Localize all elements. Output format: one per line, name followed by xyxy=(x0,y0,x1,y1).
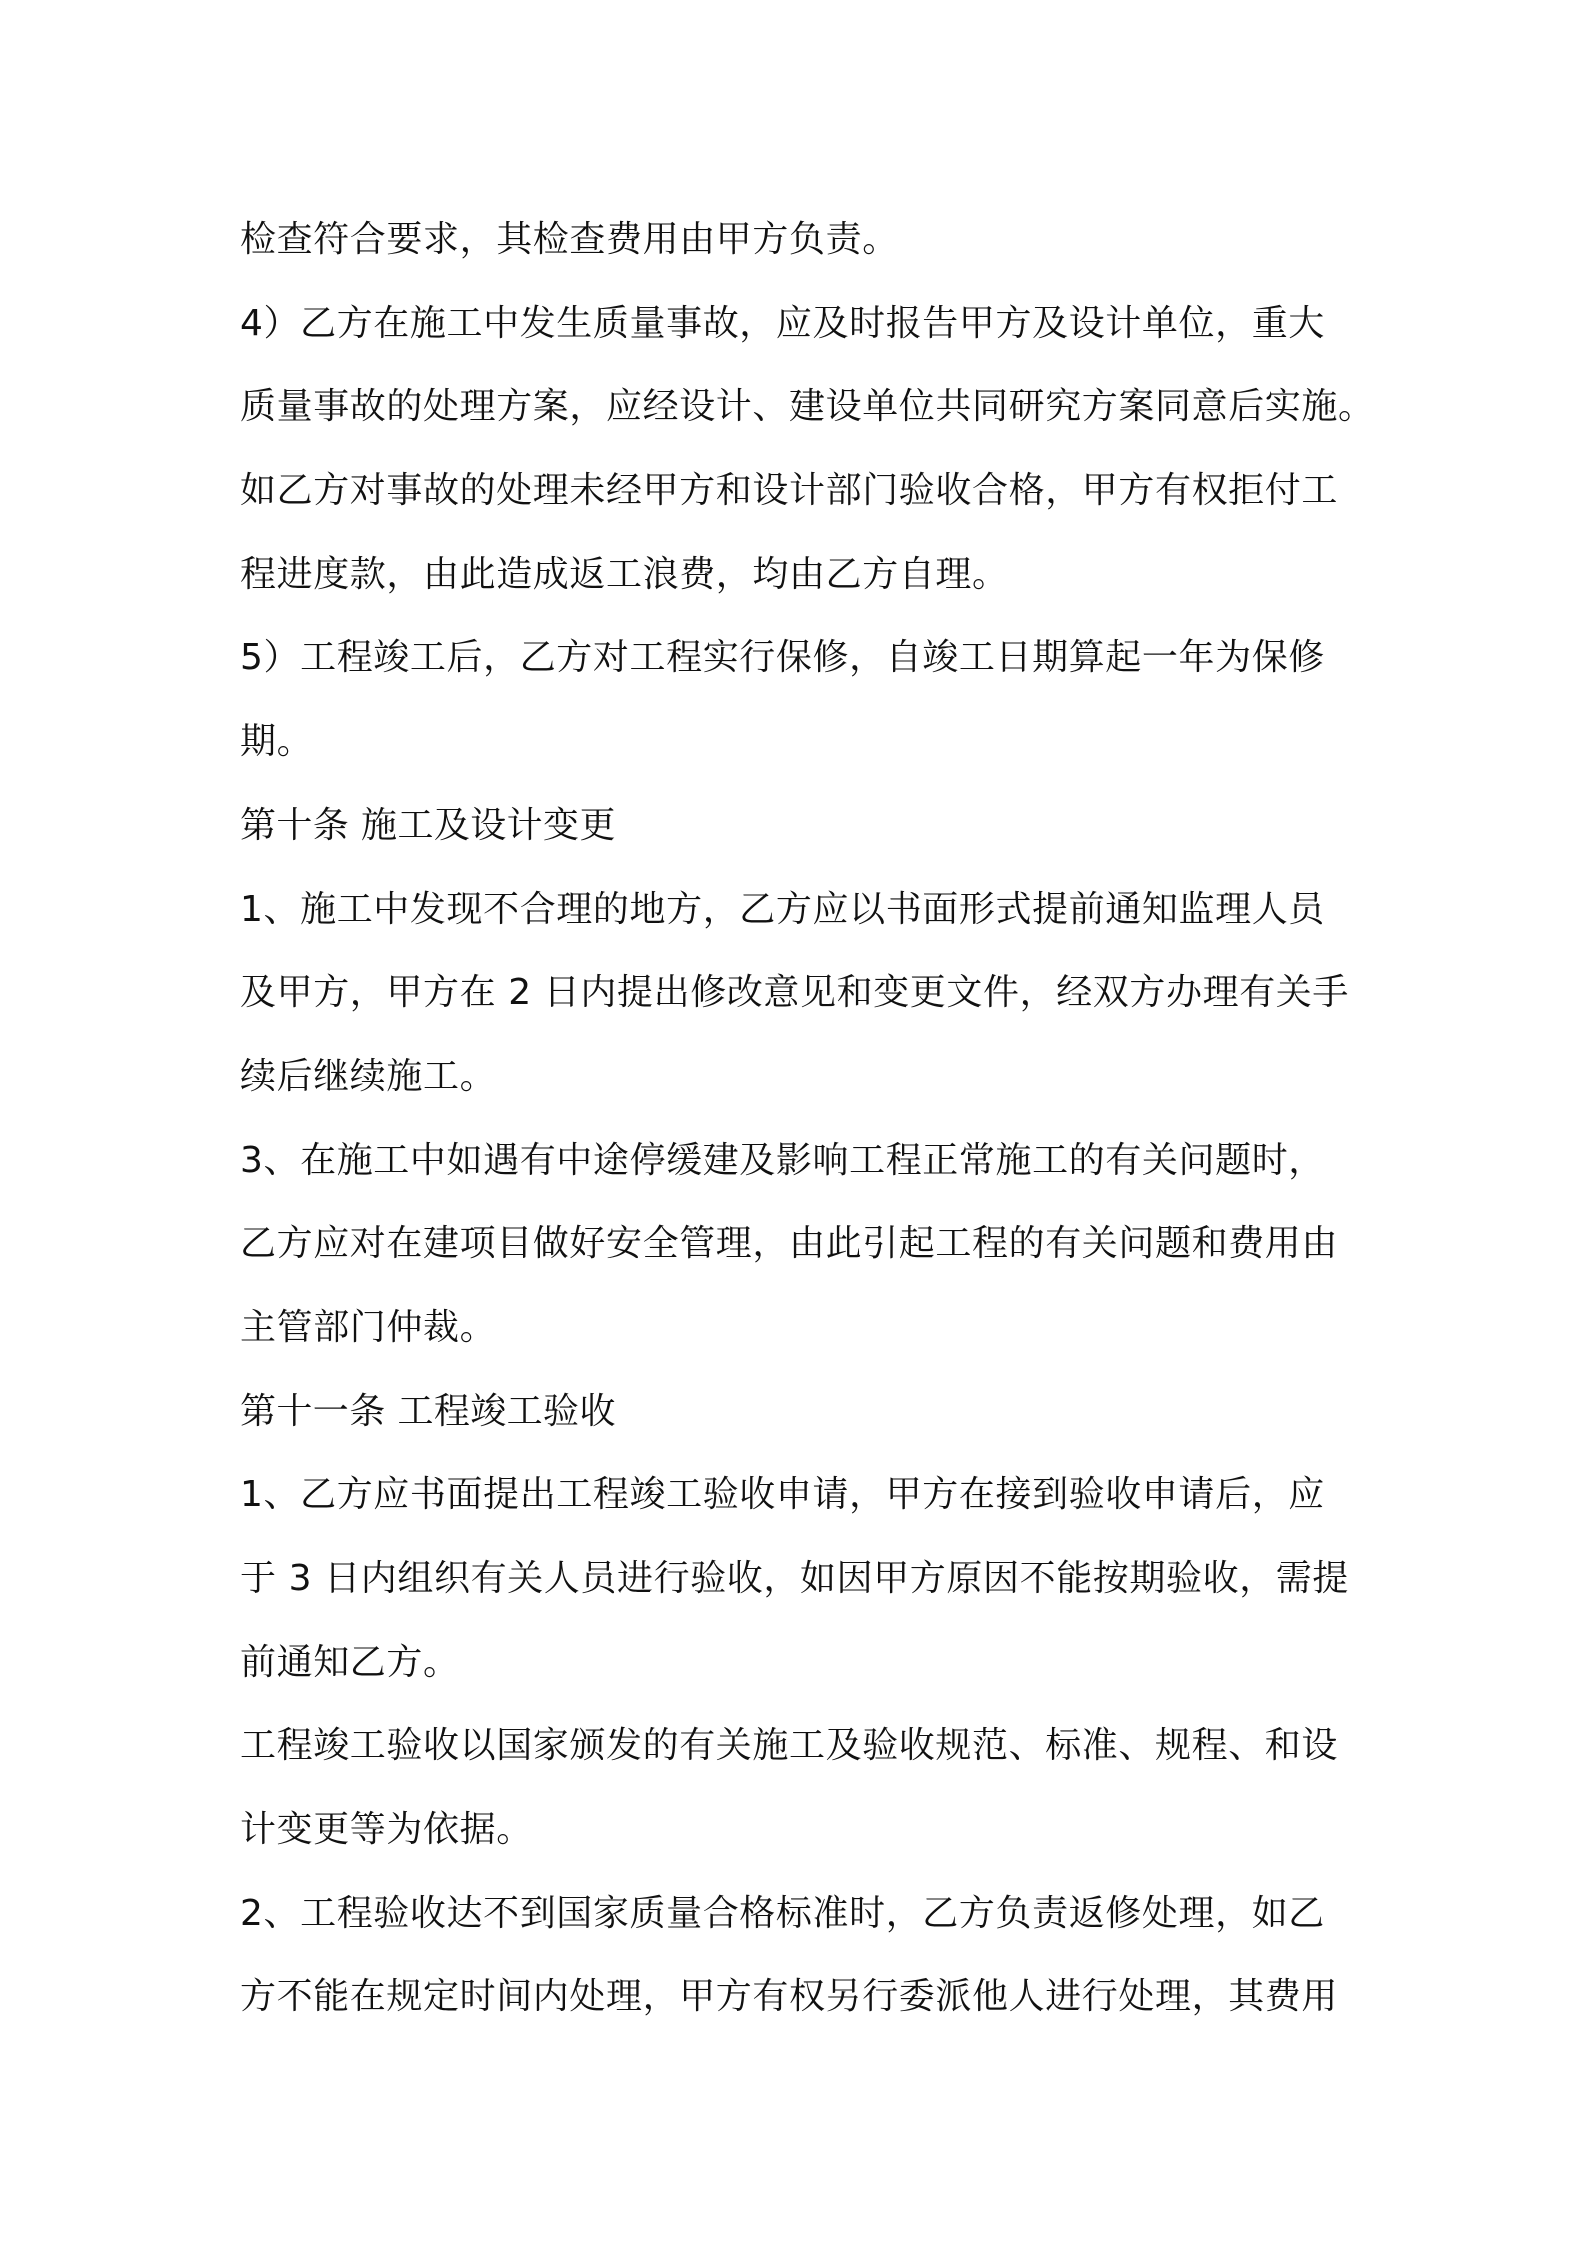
text-line: 1、乙方应书面提出工程竣工验收申请，甲方在接到验收申请后，应 xyxy=(240,1474,1325,1516)
text-line: 工程竣工验收以国家颁发的有关施工及验收规范、标准、规程、和设 xyxy=(240,1725,1339,1767)
text-line: 乙方应对在建项目做好安全管理，由此引起工程的有关问题和费用由 xyxy=(240,1223,1339,1265)
section-heading: 第十一条 工程竣工验收 xyxy=(240,1390,616,1432)
text-line: 4）乙方在施工中发生质量事故，应及时报告甲方及设计单位，重大 xyxy=(240,302,1325,344)
text-line: 方不能在规定时间内处理，甲方有权另行委派他人进行处理，其费用 xyxy=(240,1976,1339,2018)
text-line: 主管部门仲裁。 xyxy=(240,1306,497,1348)
text-line: 3、在施工中如遇有中途停缓建及影响工程正常施工的有关问题时， xyxy=(240,1139,1325,1181)
section-heading: 第十条 施工及设计变更 xyxy=(240,804,616,846)
text-line: 2、工程验收达不到国家质量合格标准时，乙方负责返修处理，如乙 xyxy=(240,1892,1325,1934)
text-line: 5）工程竣工后，乙方对工程实行保修，自竣工日期算起一年为保修 xyxy=(240,637,1325,679)
text-line: 前通知乙方。 xyxy=(240,1641,460,1683)
text-line: 如乙方对事故的处理未经甲方和设计部门验收合格，甲方有权拒付工 xyxy=(240,470,1339,512)
text-line: 续后继续施工。 xyxy=(240,1055,497,1097)
text-line: 程进度款，由此造成返工浪费，均由乙方自理。 xyxy=(240,553,1009,595)
text-line: 1、施工中发现不合理的地方，乙方应以书面形式提前通知监理人员 xyxy=(240,888,1325,930)
text-line: 质量事故的处理方案，应经设计、建设单位共同研究方案同意后实施。 xyxy=(240,386,1375,428)
text-line: 检查符合要求，其检查费用由甲方负责。 xyxy=(240,219,899,260)
text-line: 计变更等为依据。 xyxy=(240,1809,533,1851)
text-line: 于 3 日内组织有关人员进行验收，如因甲方原因不能按期验收，需提 xyxy=(240,1558,1349,1599)
text-line: 及甲方，甲方在 2 日内提出修改意见和变更文件，经双方办理有关手 xyxy=(240,972,1349,1014)
text-line: 期。 xyxy=(240,721,314,763)
contract-text-block xyxy=(240,198,1375,2039)
